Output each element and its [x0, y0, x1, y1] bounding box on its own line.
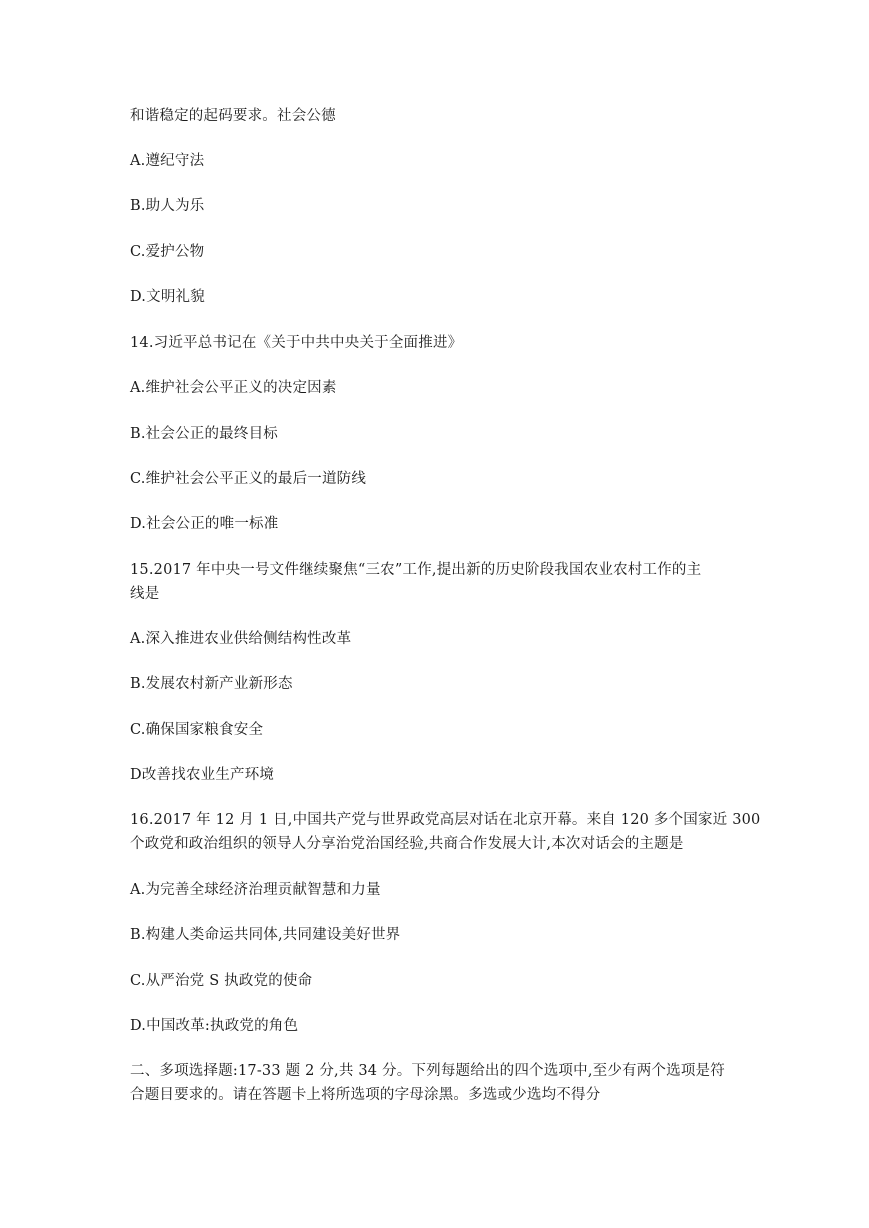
q16-option-a: A.为完善全球经济治理贡献智慧和力量: [130, 882, 381, 898]
q16-stem-line1: 16.2017 年 12 月 1 日,中国共产党与世界政党高层对话在北京开幕。来自 120 多个国家近 300: [130, 812, 761, 828]
section2-instructions-line2: 合题目要求的。请在答题卡上将所选项的字母涂黑。多选或少选均不得分: [130, 1087, 601, 1103]
q13-option-a: A.遵纪守法: [130, 153, 205, 169]
q14-option-c: C.维护社会公平正义的最后一道防线: [130, 471, 367, 487]
q16-option-c: C.从严治党 S 执政党的使命: [130, 973, 313, 989]
q13-option-b: B.助人为乐: [130, 198, 205, 214]
q16-option-d: D.中国改革:执政党的角色: [130, 1018, 299, 1034]
q15-option-a: A.深入推进农业供给侧结构性改革: [130, 631, 352, 647]
q15-option-c: C.确保国家粮食安全: [130, 722, 264, 738]
q13-option-c: C.爱护公物: [130, 244, 205, 260]
q15-stem-line1: 15.2017 年中央一号文件继续聚焦“三农”工作,提出新的历史阶段我国农业农村工作的主: [130, 562, 702, 578]
q14-stem: 14.习近平总书记在《关于中共中央关于全面推进》: [130, 335, 463, 351]
q15-option-d: D改善找农业生产环境: [130, 767, 275, 783]
intro-text: 和谐稳定的起码要求。社会公德: [130, 108, 336, 124]
q14-option-d: D.社会公正的唯一标准: [130, 516, 279, 532]
q15-stem-line2: 线是: [130, 586, 160, 602]
q15-option-b: B.发展农村新产业新形态: [130, 676, 293, 692]
q13-option-d: D.文明礼貌: [130, 289, 205, 305]
q14-option-b: B.社会公正的最终目标: [130, 426, 278, 442]
section2-instructions-line1: 二、多项选择题:17-33 题 2 分,共 34 分。下列每题给出的四个选项中,至少有两个选项是符: [130, 1063, 725, 1079]
q16-option-b: B.构建人类命运共同体,共同建设美好世界: [130, 927, 401, 943]
q14-option-a: A.维护社会公平正义的决定因素: [130, 380, 337, 396]
q16-stem-line2: 个政党和政治组织的领导人分享治党治国经验,共商合作发展大计,本次对话会的主题是: [130, 836, 684, 852]
